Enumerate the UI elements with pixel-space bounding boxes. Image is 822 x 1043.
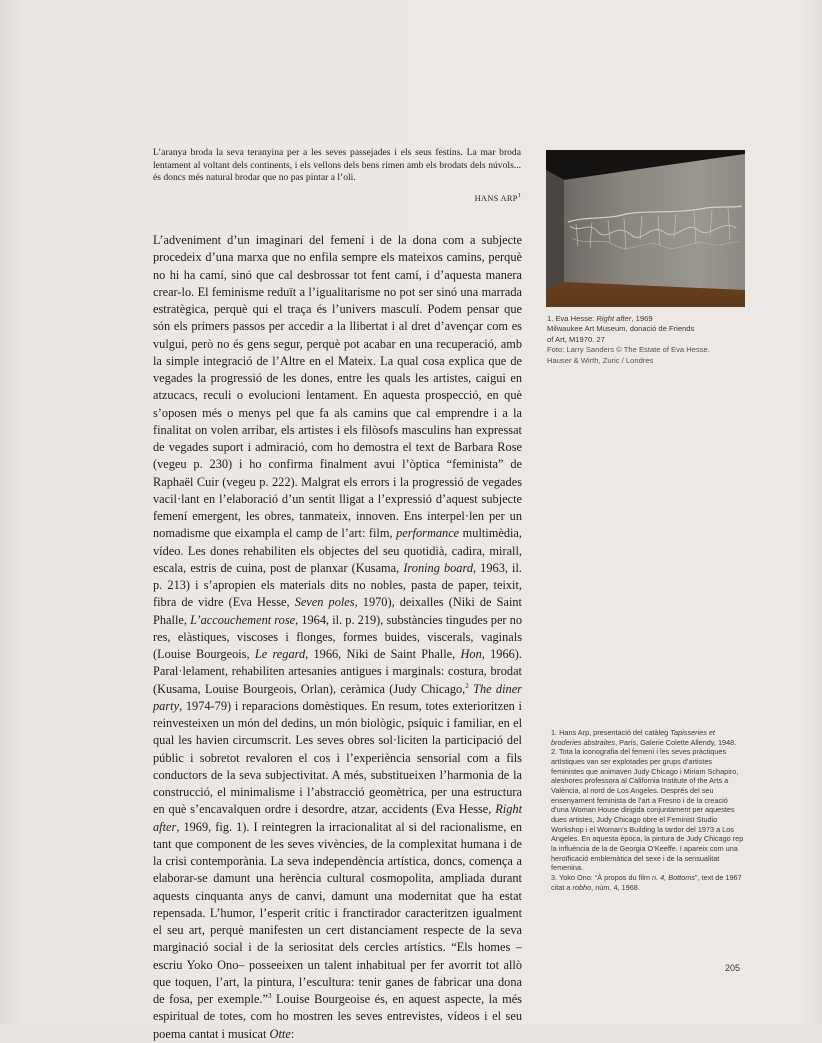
caption-number: 1. Eva Hesse: bbox=[547, 314, 597, 323]
footnote-text: 3. Yoko Ono: “À propos du film bbox=[551, 872, 652, 882]
footnote-ref: 2 bbox=[465, 681, 469, 690]
footnote-text: , París, Galerie Colette Allendy, 1948. bbox=[615, 737, 737, 747]
footnotes bbox=[551, 728, 745, 892]
epigraph bbox=[153, 147, 521, 185]
body-paragraph bbox=[153, 232, 522, 1043]
body-italic: Right after bbox=[153, 802, 522, 834]
body-italic: The diner party bbox=[153, 681, 522, 713]
caption-line-2: Milwaukee Art Museum, donació de Friends bbox=[547, 324, 695, 334]
body-italic: performance bbox=[396, 526, 460, 541]
caption-line-3: of Art, M1970. 27 bbox=[547, 334, 605, 344]
photo-credit-1: Foto: Larry Sanders © The Estate of Eva Hesse. bbox=[547, 345, 710, 355]
footnote-text: , núm. 4, 1968. bbox=[591, 882, 640, 892]
figure-caption bbox=[547, 314, 767, 366]
epigraph-author-name: HANS ARP bbox=[474, 193, 518, 203]
footnote-ref: 3 bbox=[268, 991, 272, 1000]
footnote-1 bbox=[551, 728, 745, 747]
body-segment: , 1964, il. p. 219), substàncies tingudes per no res, elàstiques, viscoses i flonges, formes buides, viscerals, vaginals (Louise Bourgeois, bbox=[153, 612, 523, 661]
body-segment: L’adveniment d’un imaginari del femení i de la dona com a subjecte procedeix d’una marxa que no enfila sempre els mateixos camins, perquè no hi ha camí, sinó que cal desbrossar tot fent camí, i d’aquesta manera crear-lo. El feminisme reduït a l’igualitarisme no pot ser sinó una marrada estratègica, perquè qui el traça és l’univers masculí. Podem pensar que són els primers passos per accedir a la llibertat i al dret d’avençar com es vulgui, però no és gens segur, perquè pot acabar en una recuperació, amb la simple integració de l’Altre en el Mateix. La qual cosa explica que de vegades la progressió de les dones, entre les quals les artistes, caigui en atzucacs, reculi o evolucioni lentament. En aquesta prospecció, en què s’oposen més o menys pel que fa als camins que cal emprendre i a la finalitat on volen arribar, els artistes i els filòsofs masculins han expressat de vegades suport i admiració, com ho demostra el text de Barbara Rose (vegeu p. 230) i ho confirma finalment avui l’òptica “feminista” de Raphaël Cuir (vegeu p. 222). Malgrat els errors i la progressió de vegades vacil·lant en l’elaboració d’un sentit lligat a l’expressió d’aquest subjecte femení emergent, les obres, tanmateix, innoven. Ens interpel·len per un nomadisme que eixampla el camp de l’art: film, bbox=[153, 233, 522, 541]
body-segment: , 1966, Niki de Saint Phalle, bbox=[305, 647, 461, 661]
body-italic: Ironing board bbox=[403, 560, 474, 575]
body-italic: L’accouchement rose bbox=[190, 612, 296, 627]
body-italic: Le regard bbox=[254, 647, 306, 661]
body-segment: , 1969, fig. 1). I reintegren la irracionalitat al si del racionalisme, en tant que component de les seves vivències, de la complexitat humana i de la crisi contemporània. La seva independència artística, doncs, comença a elaborar-se damunt una herència cultural cosmopolita, ampliada durant aquests cinquanta anys de canvi, damunt una modernitat que ha estat repensada. L’humor, l’esperit crític i franctirador caracteritzen igualment el seu art, perquè manifesten un cert distanciament respecte de la seva marginació social i de la seriositat dels cercles artístics. “Els homes –escriu Yoko Ono– posseeixen un talent inhabitual per fer avorrit tot allò que toquen, l’art, la pintura, l’escultura: tenir ganes de fabricar una dona de fosa, per exemple.” bbox=[153, 819, 522, 1006]
epigraph-text: L’aranya broda la seva teranyina per a les seves passejades i els seus festins. La mar broda lentament al voltant dels continents, i els vellons dels bens rimen amb els brodats dels núvols... és doncs més natural brodar que no pas pintar a l’oli. bbox=[153, 147, 521, 184]
epigraph-author-note: 1 bbox=[517, 193, 521, 199]
footnote-italic: n. 4, Bottoms bbox=[652, 872, 695, 882]
body-segment: Louise Bourgeoise és, en aquest aspecte, la més espiritual de totes, com ho mostren les seves entrevistes, vídeos i el seu poema cantat i musicat bbox=[153, 992, 522, 1041]
body-segment: multimèdia, vídeo. Les dones rehabiliten els objectes del seu quotidià, cadira, mirall, escala, estris de cuina, post de planxar (Kusama, bbox=[153, 526, 522, 575]
installation-image bbox=[546, 150, 745, 307]
epigraph-author bbox=[430, 193, 521, 203]
caption-line-1 bbox=[547, 314, 767, 324]
body-italic: Otte bbox=[269, 1026, 291, 1041]
body-segment: , 1963, il. p. 213) i s’apropien els materials dits no nobles, pasta de paper, teixit, fibra de vidre (Eva Hesse, bbox=[153, 560, 522, 610]
footnote-2: 2. Tota la iconografia del femení i les seves pràctiques artístiques van ser explotades per grups d’artistes feministes que animaven Judy Chicago i Miriam Schapiro, aleshores professora al California Institute of the Arts a València, al nord de Los Angeles. Després del seu ensenyament feminista de l’art a Fresno i de la creació d’una Woman House dirigida conjuntament per aquestes dues artistes, Judy Chicago obre el Feminist Studio Workshop i el Woman’s Building la tardor del 1973 a Los Angeles. En aquesta època, la pintura de Judy Chicago rep la influència de la de Georgia O’Keeffe. I apareix com una heroïficació emblemàtica del sexe i de la sensualitat femenina. bbox=[551, 747, 744, 873]
body-segment: , 1970), deixalles (Niki de Saint Phalle, bbox=[153, 595, 522, 627]
body-segment: , 1974-79) i reparacions domèstiques. En resum, totes exterioritzen i reinvesteixen un món del dedins, un món biològic, psíquic i familiar, en el qual les havien circumscrit. Les seves obres sol·liciten la participació del públic i sobretot revaloren el cos i l’experiència sensorial com a fils conductors de la seva subjectivitat. A més, substitueixen l’harmonia de la construcció, el minimalisme i l’abstracció geomètrica, per una estructura en què s’encavalquen ordre i desordre, atzar, accidents (Eva Hesse, bbox=[153, 698, 522, 817]
caption-year: , 1969 bbox=[631, 314, 653, 323]
main-body-text bbox=[153, 232, 522, 1043]
photo-credit-2: Hauser & Wirth, Zuric / Londres bbox=[547, 355, 654, 365]
caption-title: Right after bbox=[596, 314, 632, 323]
body-segment: : bbox=[290, 1026, 295, 1041]
artwork-photo bbox=[546, 150, 745, 307]
footnote-italic: robho bbox=[572, 882, 592, 892]
page-number: 205 bbox=[724, 963, 740, 973]
footnote-text: 1. Hans Arp, presentació del catàleg bbox=[551, 728, 671, 737]
body-italic: Seven poles bbox=[294, 595, 355, 610]
body-italic: Hon bbox=[460, 647, 482, 661]
body-segment: , 1966). Paral·lelament, rehabiliten artesanies antigues i marginals: costura, brodat (Kusama, Louise Bourgeois, Orlan), ceràmica (Judy Chicago, bbox=[153, 647, 522, 696]
footnote-italic: Tapisseries et broderies abstraites bbox=[551, 728, 716, 747]
footnote-3 bbox=[551, 873, 745, 892]
footnote-text: ”, text de 1967 citat a bbox=[551, 872, 742, 892]
